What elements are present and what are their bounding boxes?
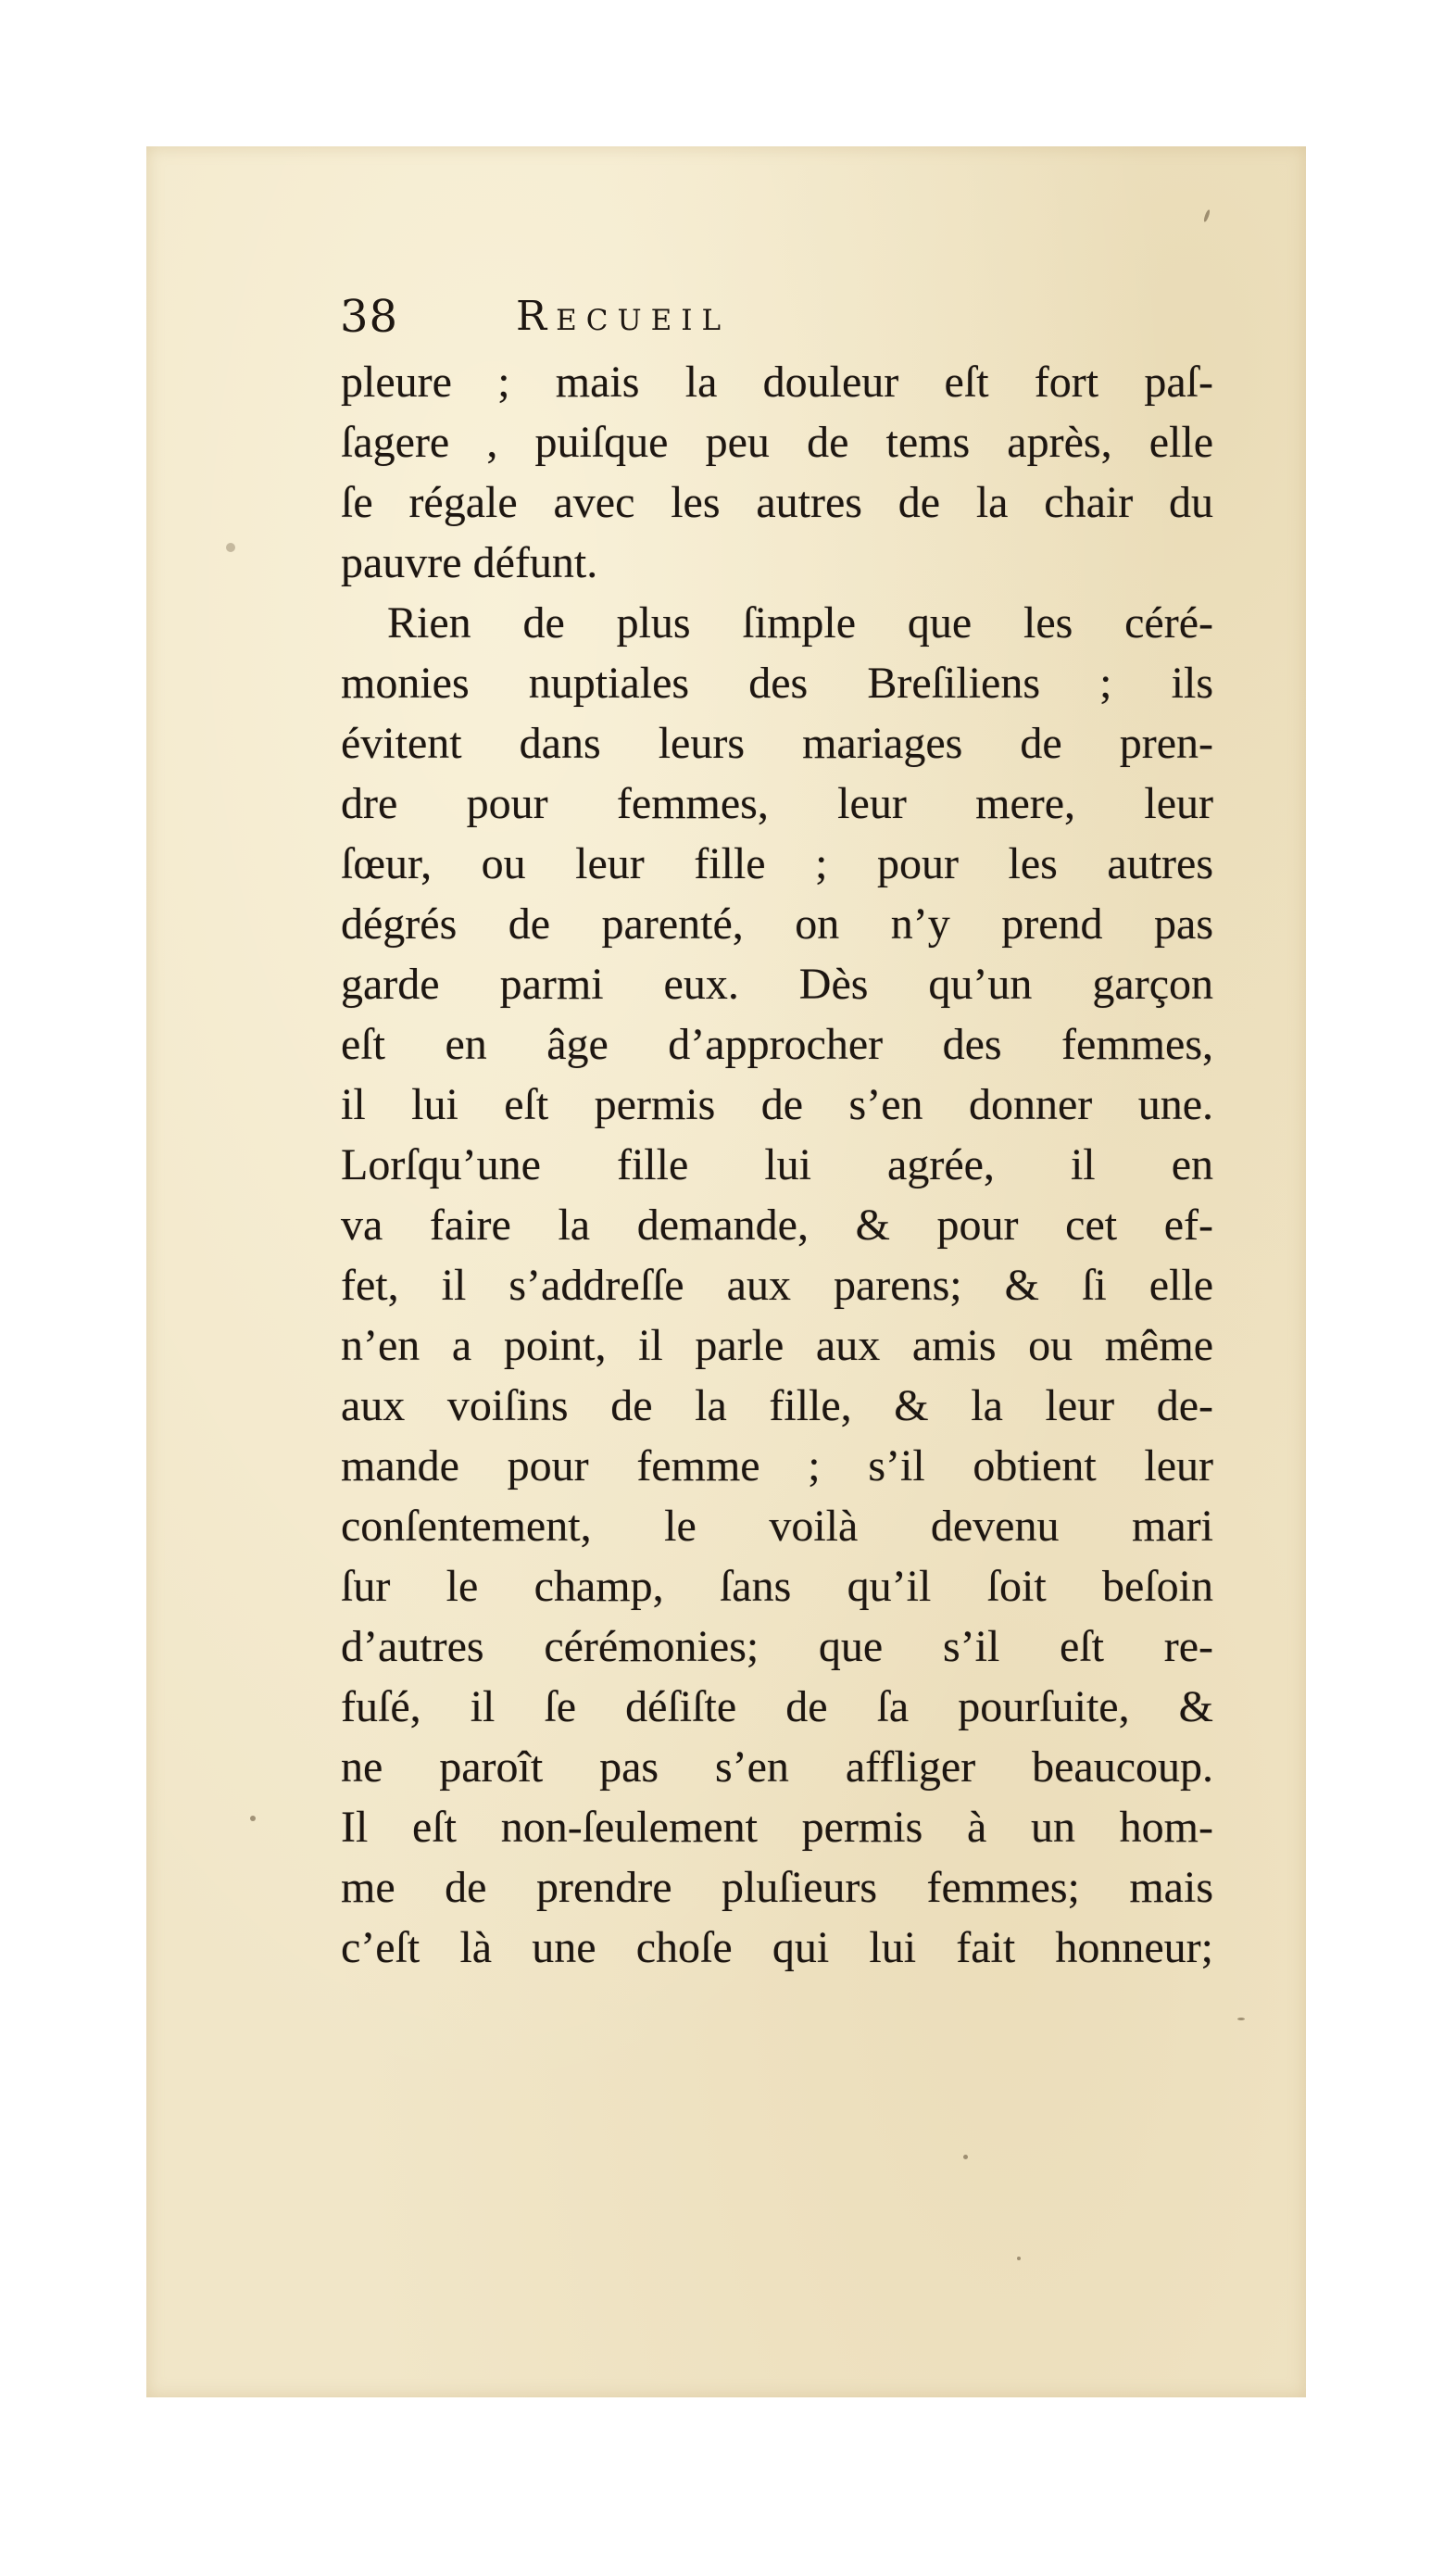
text-line: conſentement, le voilà devenu mari — [341, 1502, 1213, 1551]
text-line: ne paroît pas s’en affliger beaucoup. — [341, 1742, 1213, 1792]
paper-speck — [1203, 209, 1211, 223]
text-line: fet, il s’addreſſe aux parens; & ſi elle — [341, 1261, 1213, 1310]
page-number: 38 — [340, 291, 399, 343]
text-line: pauvre défunt. — [341, 538, 598, 587]
text-line: pleure ; mais la douleur eſt fort paſ- — [341, 358, 1213, 407]
text-line: Il eſt non-ſeulement permis à un hom- — [341, 1803, 1213, 1852]
running-title: Recueil — [516, 293, 731, 340]
text-line: ſe régale avec les autres de la chair du — [341, 478, 1213, 527]
text-line: ſœur, ou leur fille ; pour les autres — [341, 839, 1213, 888]
text-line: n’en a point, il parle aux amis ou même — [341, 1321, 1213, 1370]
page-header — [340, 289, 1229, 345]
text-line: dre pour femmes, leur mere, leur — [341, 779, 1213, 828]
text-line: mande pour femme ; s’il obtient leur — [341, 1441, 1213, 1490]
paper-speck — [1237, 2018, 1245, 2020]
text-line: évitent dans leurs mariages de pren- — [341, 719, 1213, 768]
text-line: va faire la demande, & pour cet ef- — [341, 1201, 1213, 1250]
paper-speck — [963, 2155, 968, 2159]
text-line: Rien de plus ſimple que les céré- — [387, 598, 1213, 648]
body-text — [341, 352, 1213, 1978]
text-line: ſur le champ, ſans qu’il ſoit beſoin — [341, 1562, 1213, 1611]
text-line: monies nuptiales des Breſiliens ; ils — [341, 659, 1213, 708]
text-line: me de prendre pluſieurs femmes; mais — [341, 1863, 1213, 1912]
text-line: Lorſqu’une fille lui agrée, il en — [341, 1140, 1213, 1189]
text-line: ſagere , puiſque peu de tems après, elle — [341, 418, 1213, 467]
paper-speck — [250, 1816, 256, 1821]
text-line: d’autres cérémonies; que s’il eſt re- — [341, 1622, 1213, 1671]
text-line: fuſé, il ſe déſiſte de ſa pourſuite, & — [341, 1682, 1213, 1731]
text-line: eſt en âge d’approcher des femmes, — [341, 1020, 1213, 1069]
paper-speck — [226, 543, 235, 552]
paper-speck — [1017, 2257, 1021, 2260]
text-line: garde parmi eux. Dès qu’un garçon — [341, 960, 1213, 1009]
text-line: dégrés de parenté, on n’y prend pas — [341, 899, 1213, 949]
text-line: c’eſt là une choſe qui lui fait honneur; — [341, 1923, 1213, 1972]
text-line: aux voiſins de la fille, & la leur de- — [341, 1381, 1213, 1430]
text-line: il lui eſt permis de s’en donner une. — [341, 1080, 1213, 1129]
